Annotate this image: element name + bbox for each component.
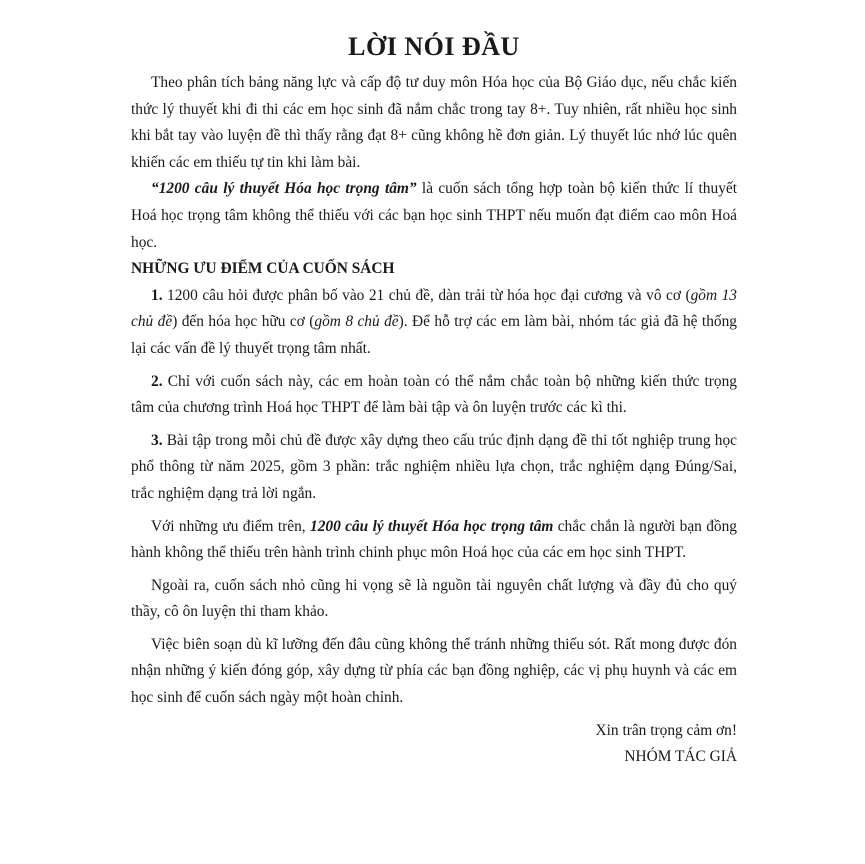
advantage-number: 3.	[151, 431, 163, 449]
closing-paragraph-3: Việc biên soạn dù kĩ lưỡng đến đâu cũng không thể tránh những thiếu sót. Rất mong được đón nhận những ý kiến đóng góp, xây dựng từ phía các bạn đồng nghiệp, các vị phụ huynh và các em học sinh để cuốn sách ngày một hoàn chỉnh.	[131, 635, 737, 707]
signature: NHÓM TÁC GIẢ	[624, 748, 737, 766]
page-title: LỜI NÓI ĐẦU	[348, 32, 520, 61]
intro-paragraph-2-text: là cuốn sách tổng hợp toàn bộ kiến thức lí thuyết Hoá học trọng tâm không thể thiếu với các bạn học sinh THPT nếu muốn đạt điểm cao môn Hoá học.	[131, 180, 737, 251]
preface-page	[131, 30, 737, 771]
advantage-item-3: 3. Bài tập trong mỗi chủ đề được xây dựng theo cấu trúc định dạng đề thi tốt nghiệp trung học phổ thông từ năm 2025, gồm 3 phần: trắc nghiệm nhiều lựa chọn, trắc nghiệm dạng Đúng/Sai, trắc nghiệm dạng trả lời ngắn.	[131, 431, 737, 502]
closing-paragraph-2: Ngoài ra, cuốn sách nhỏ cũng hi vọng sẽ là nguồn tài nguyên chất lượng và đầy đủ cho quý thầy, cô ôn luyện thi tham khảo.	[131, 576, 737, 621]
advantage-number: 2.	[151, 372, 163, 390]
closing-paragraph-1: Với những ưu điểm trên, 1200 câu lý thuyết Hóa học trọng tâm chắc chắn là người bạn đồng hành không thể thiếu trên hành trình chinh phục môn Hoá học của các em học sinh THPT.	[131, 517, 737, 562]
intro-paragraph-1: Theo phân tích bảng năng lực và cấp độ tư duy môn Hóa học của Bộ Giáo dục, nếu chắc kiến thức lý thuyết khi đi thi các em học sinh đã nắm chắc trong tay 8+. Tuy nhiên, rất nhiều học sinh khi bắt tay vào luyện đề thì thấy rằng đạt 8+ cũng không hề đơn giản. Lý thuyết lúc nhớ lúc quên khiến các em thiếu tự tin khi làm bài.	[131, 74, 737, 171]
intro-paragraph-2	[131, 176, 737, 256]
book-title: 1200 câu lý thuyết Hóa học trọng tâm	[310, 517, 554, 535]
advantage-number: 1.	[151, 286, 163, 304]
thanks-line: Xin trân trọng cảm ơn!	[595, 721, 737, 739]
advantages-heading: NHỮNG ƯU ĐIỂM CỦA CUỐN SÁCH	[131, 260, 395, 278]
book-title-quoted: “1200 câu lý thuyết Hóa học trọng tâm”	[151, 180, 417, 198]
advantage-item-2: 2. Chỉ với cuốn sách này, các em hoàn toàn có thể nắm chắc toàn bộ những kiến thức trọng tâm của chương trình Hoá học THPT để làm bài tập và ôn luyện trước các kì thi.	[131, 372, 737, 417]
advantage-item-1: 1. 1200 câu hỏi được phân bố vào 21 chủ đề, dàn trải từ hóa học đại cương và vô cơ (gồm 13 chủ đề) đến hóa học hữu cơ (gồm 8 chủ đề). Để hỗ trợ các em làm bài, nhóm tác giả đã hệ thống lại các vấn đề lý thuyết trọng tâm nhất.	[131, 286, 738, 357]
